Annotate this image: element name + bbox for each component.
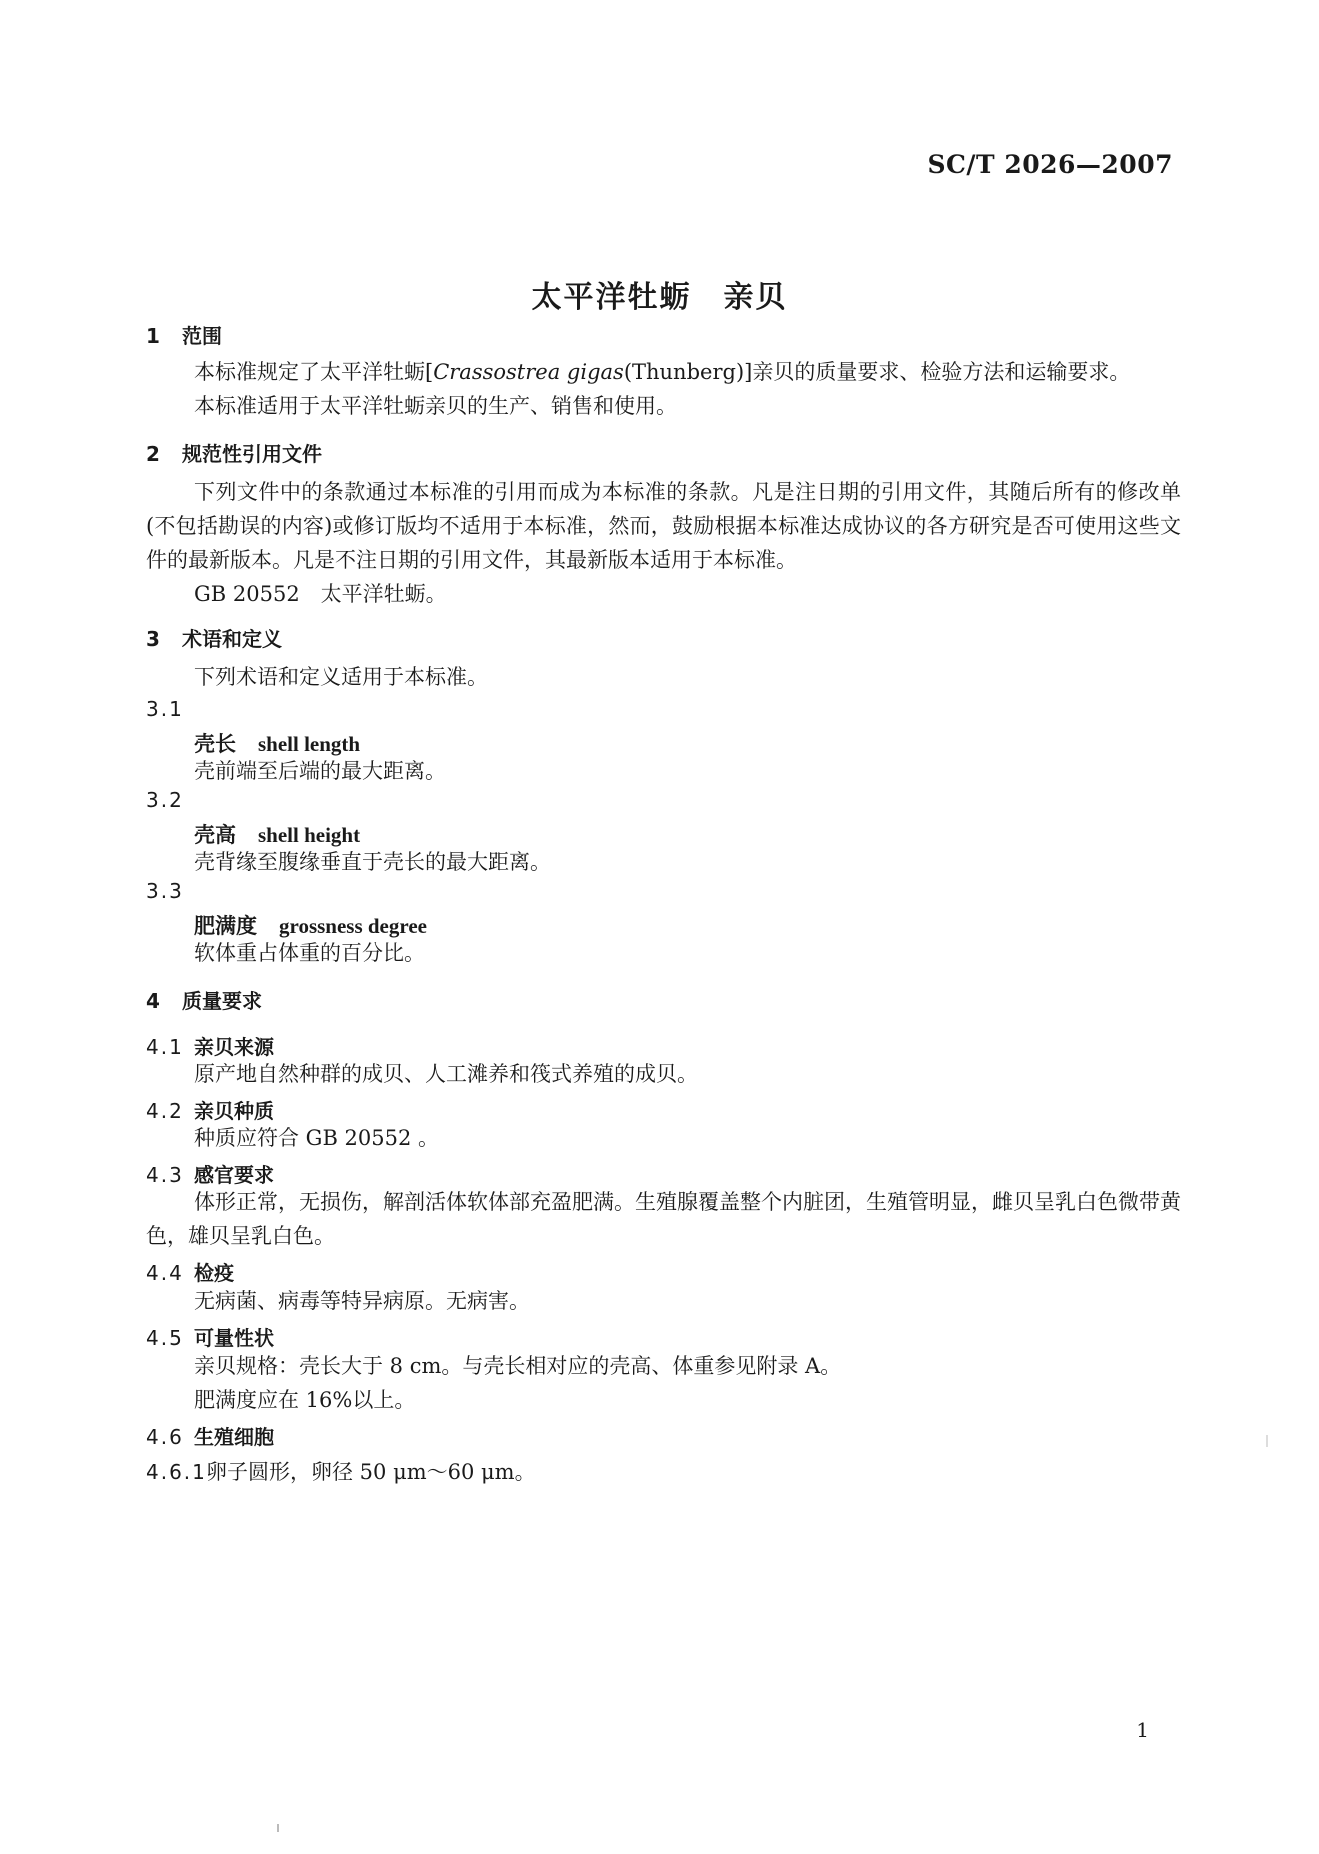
clause-4-1-text: 原产地自然种群的成贝、人工滩养和筏式养殖的成贝。 [194, 1062, 698, 1086]
text-run: (Thunberg)]亲贝的质量要求、检验方法和运输要求。 [623, 360, 1131, 384]
term-number [146, 879, 194, 903]
clause-4-3-heading [146, 1159, 274, 1188]
section-title: 规范性引用文件 [182, 442, 322, 466]
clause-number: 4.6.1 [146, 1460, 207, 1484]
clause-label: 可量性状 [194, 1326, 274, 1350]
clause-number: 4.1 [146, 1035, 184, 1059]
clause-number: 4.5 [146, 1326, 184, 1350]
section-title: 范围 [182, 324, 222, 348]
section-title: 质量要求 [182, 989, 262, 1013]
clause-label: 亲贝来源 [194, 1035, 274, 1059]
clause-label: 检疫 [194, 1261, 234, 1285]
term-zh: 肥满度 [194, 914, 257, 938]
section-number: 1 [146, 324, 160, 348]
clause-label: 感官要求 [194, 1163, 274, 1187]
term-en: shell height [258, 823, 361, 847]
term-zh: 壳长 [194, 732, 236, 756]
clause-4-3-text: 体形正常，无损伤，解剖活体软体部充盈肥满。生殖腺覆盖整个内脏团，生殖管明显，雌贝呈乳白色微带黄色，雄贝呈乳白色。 [146, 1190, 1181, 1248]
section-4-heading [146, 985, 262, 1014]
reference-item: GB 20552 太平洋牡蛎。 [194, 582, 447, 606]
section-2-heading [146, 438, 322, 467]
section-number: 4 [146, 989, 160, 1013]
clause-4-5-heading [146, 1322, 274, 1351]
scope-paragraph-1 [194, 355, 1130, 389]
species-name: Crassostrea gigas [433, 360, 624, 384]
term-definition: 软体重占体重的百分比。 [194, 941, 425, 965]
clause-label: 生殖细胞 [194, 1425, 274, 1449]
scan-speck [1266, 1435, 1268, 1447]
clause-4-4-text: 无病菌、病毒等特异病原。无病害。 [194, 1289, 530, 1313]
term-number [146, 697, 194, 721]
clause-number: 3.1 [146, 697, 184, 721]
clause-4-6-1 [146, 1456, 536, 1486]
term-definition: 壳前端至后端的最大距离。 [194, 759, 446, 783]
normative-references-paragraph: 下列文件中的条款通过本标准的引用而成为本标准的条款。凡是注日期的引用文件，其随后所有的修改单(不包括勘误的内容)或修订版均不适用于本标准，然而，鼓励根据本标准达成协议的各方研究是否可使用这些文件的最新版本。凡是不注日期的引用文件，其最新版本适用于本标准。 [146, 480, 1181, 572]
section-number: 2 [146, 442, 160, 466]
section-title: 术语和定义 [182, 627, 282, 651]
clause-number: 4.3 [146, 1163, 184, 1187]
section-3-heading [146, 623, 282, 652]
term-zh: 壳高 [194, 823, 236, 847]
document-title: 太平洋牡蛎 亲贝 [531, 280, 788, 315]
clause-number: 3.3 [146, 879, 184, 903]
scope-paragraph-2: 本标准适用于太平洋牡蛎亲贝的生产、销售和使用。 [194, 394, 677, 418]
clause-number: 4.6 [146, 1425, 184, 1449]
clause-label: 亲贝种质 [194, 1099, 274, 1123]
clause-4-5-text-2: 肥满度应在 16%以上。 [194, 1388, 416, 1412]
clause-number: 4.2 [146, 1099, 184, 1123]
clause-4-1-heading [146, 1031, 274, 1060]
clause-4-5-text: 亲贝规格：壳长大于 8 cm。与壳长相对应的壳高、体重参见附录 A。 [194, 1354, 842, 1378]
text-run: 本标准规定了太平洋牡蛎[ [194, 360, 434, 384]
section-1-heading [146, 320, 222, 349]
clause-number: 3.2 [146, 788, 184, 812]
clause-text: 卵子圆形，卵径 50 μm～60 μm。 [206, 1460, 536, 1484]
page-number: 1 [1136, 1718, 1149, 1742]
section-number: 3 [146, 627, 160, 651]
standard-code: SC/T 2026—2007 [927, 150, 1173, 179]
clause-number: 4.4 [146, 1261, 184, 1285]
terms-intro: 下列术语和定义适用于本标准。 [194, 665, 488, 689]
term-en: grossness degree [279, 914, 427, 938]
term-number [146, 788, 194, 812]
term-definition: 壳背缘至腹缘垂直于壳长的最大距离。 [194, 850, 551, 874]
scan-speck [277, 1824, 279, 1832]
clause-4-4-heading [146, 1257, 234, 1286]
term-en: shell length [258, 732, 361, 756]
clause-4-6-heading [146, 1421, 274, 1450]
clause-4-2-heading [146, 1095, 274, 1124]
clause-4-2-text: 种质应符合 GB 20552 。 [194, 1126, 440, 1150]
